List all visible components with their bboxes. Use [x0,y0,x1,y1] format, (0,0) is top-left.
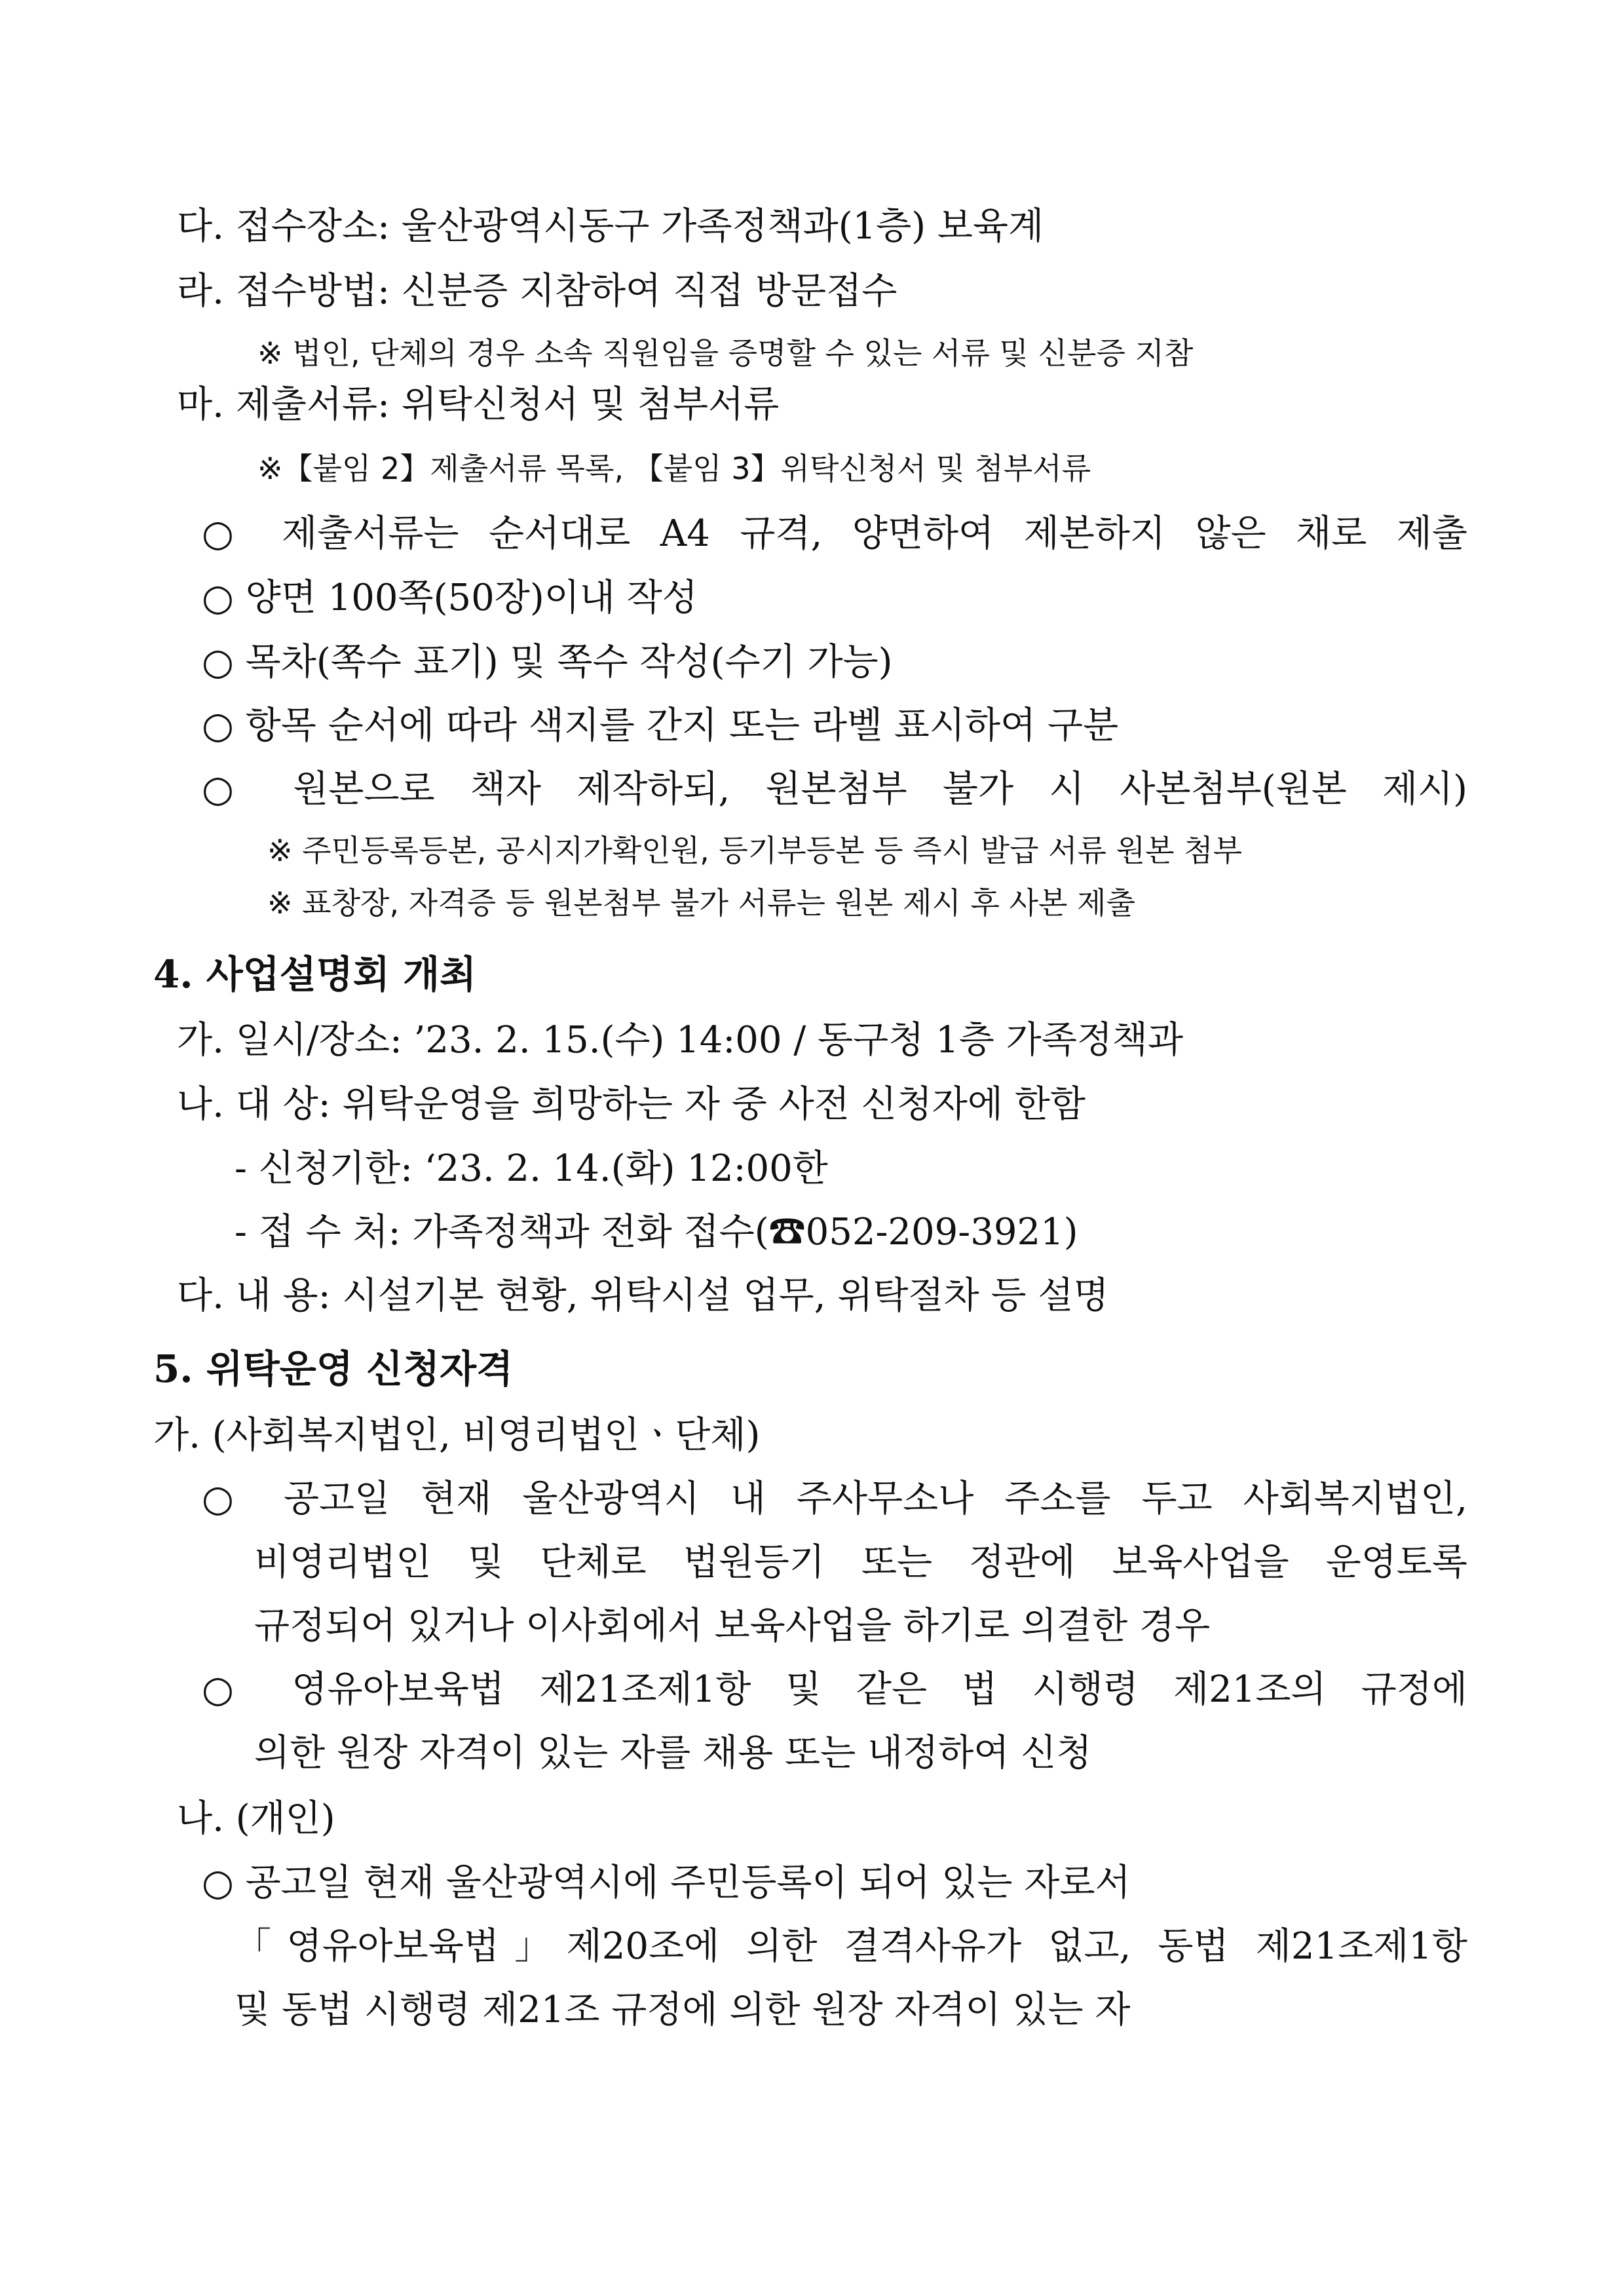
section-4-heading: 4. 사업설명회 개최 [153,952,477,997]
s5-na-bullet1-line1: ○ 공고일 현재 울산광역시에 주민등록이 되어 있는 자로서 [202,1862,1131,1904]
bullet-submission-format: ○ 제출서류는 순서대로 A4 규격, 양면하여 제본하지 않은 채로 제출 [202,512,1467,555]
note-corporation-documents: ※ 법인, 단체의 경우 소속 직원임을 증명할 수 있는 서류 및 신분증 지참 [257,335,1194,371]
bullet-divider-labels: ○ 항목 순서에 따라 색지를 간지 또는 라벨 표시하여 구분 [202,704,1119,747]
s5-ga-bullet1-line3: 규정되어 있거나 이사회에서 보육사업을 하기로 의결한 경우 [254,1605,1211,1647]
s5-item-ga-corporation: 가. (사회복지법인, 비영리법인ㆍ단체) [153,1414,761,1457]
s4-item-ga-datetime: 가. 일시/장소: ’23. 2. 15.(수) 14:00 / 동구청 1층 가족정책과 [177,1019,1184,1062]
section-5-heading: 5. 위탁운영 신청자격 [153,1347,514,1391]
bullet-original-booklet: ○ 원본으로 책자 제작하되, 원본첨부 불가 시 사본첨부(원본 제시) [202,768,1467,811]
note-copy-submission: ※ 표창장, 자격증 등 원본첨부 불가 서류는 원본 제시 후 사본 제출 [267,885,1135,921]
s5-na-bullet1-line2: 「영유아보육법」제20조에 의한 결격사유가 없고, 동법 제21조제1항 [235,1925,1467,1968]
note-original-documents: ※ 주민등록등본, 공시지가확인원, 등기부등본 등 즉시 발급 서류 원본 첨부 [267,833,1243,868]
s5-ga-bullet2-line1: ○ 영유아보육법 제21조제1항 및 같은 법 시행령 제21조의 규정에 [202,1668,1467,1711]
item-da-reception-place: 다. 접수장소: 울산광역시동구 가족정책과(1층) 보육계 [177,205,1044,248]
note-attachments: ※【붙임 2】제출서류 목록, 【붙임 3】위탁신청서 및 첨부서류 [257,451,1091,486]
bullet-page-limit: ○ 양면 100쪽(50장)이내 작성 [202,577,698,619]
s5-item-na-individual: 나. (개인) [177,1797,335,1840]
item-ra-reception-method: 라. 접수방법: 신분증 지참하여 직접 방문접수 [177,270,897,313]
bullet-table-of-contents: ○ 목차(쪽수 표기) 및 쪽수 작성(수기 가능) [202,641,893,683]
s4-item-da-content: 다. 내 용: 시설기본 현황, 위탁시설 업무, 위탁절차 등 설명 [177,1274,1109,1317]
s4-sub-deadline: - 신청기한: ‘23. 2. 14.(화) 12:00한 [235,1147,828,1190]
s5-ga-bullet1-line2: 비영리법인 및 단체로 법원등기 또는 정관에 보육사업을 운영토록 [254,1541,1467,1584]
s4-sub-contact: - 접 수 처: 가족정책과 전화 접수(☎052-209-3921) [235,1211,1078,1253]
s5-ga-bullet2-line2: 의한 원장 자격이 있는 자를 채용 또는 내정하여 신청 [254,1732,1092,1774]
item-ma-submission-documents: 마. 제출서류: 위탁신청서 및 첨부서류 [177,383,780,426]
s4-item-na-target: 나. 대 상: 위탁운영을 희망하는 자 중 사전 신청자에 한함 [177,1083,1086,1126]
s5-na-bullet1-line3: 및 동법 시행령 제21조 규정에 의한 원장 자격이 있는 자 [235,1989,1131,2031]
s5-ga-bullet1-line1: ○ 공고일 현재 울산광역시 내 주사무소나 주소를 두고 사회복지법인, [202,1478,1467,1520]
